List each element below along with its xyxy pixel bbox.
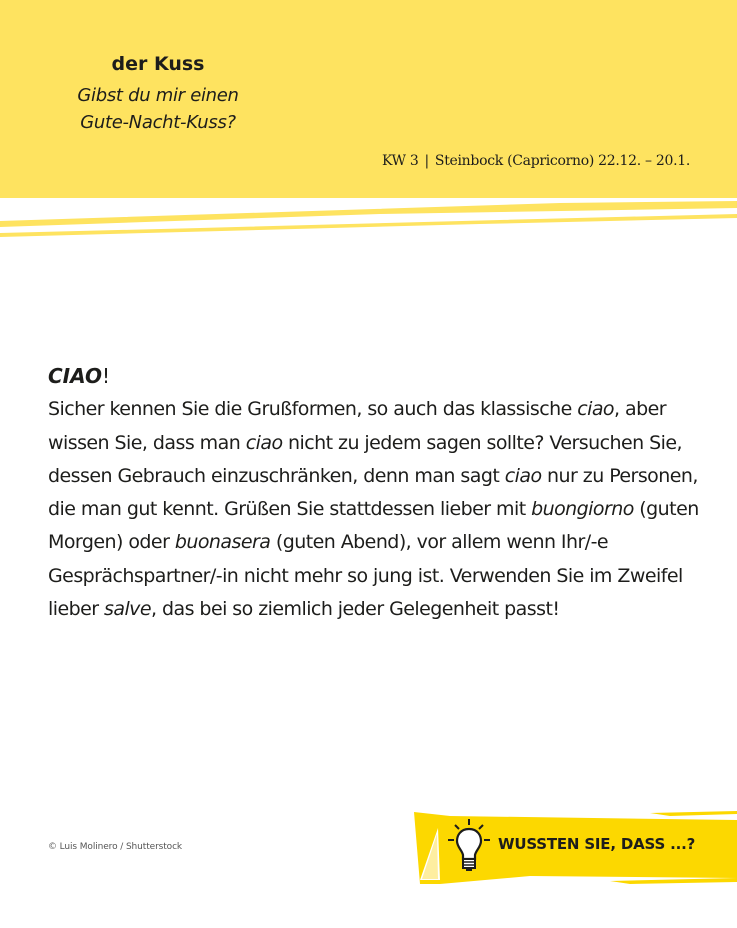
title-suffix: ! [101,364,111,388]
italic-term: buonasera [174,531,271,554]
italic-term: ciao [577,398,615,421]
italic-term: ciao [504,464,542,487]
vocabulary-word: der Kuss [111,53,205,75]
week-zodiac-info [382,153,690,169]
title-emphasis: CIAO [48,364,102,388]
article [48,360,708,626]
text-segment: (guten Abend), vor allem wenn Ihr/-e Gesprächspartner/-in nicht mehr so jung ist. Verwenden Sie im Zweifel lieber [48,531,683,621]
example-sentence [0,82,316,136]
example-line-1: Gibst du mir einen [77,85,239,106]
lightbulb-icon [446,818,492,874]
italic-term: ciao [245,431,283,454]
article-title [48,360,708,393]
banner-label: WUSSTEN SIE, DASS ...? [498,835,696,853]
week-number: KW 3 [381,153,419,169]
example-line-2: Gute-Nacht-Kuss? [80,112,236,133]
text-segment: Sicher kennen Sie die Grußformen, so auch das klassische [48,398,578,421]
separator: | [424,153,429,169]
article-body [48,393,708,626]
italic-term: buongiorno [531,498,634,521]
zodiac-sign: Steinbock (Capricorno) 22.12. – 20.1. [434,153,690,169]
text-segment: (guten Morgen) oder [48,498,699,554]
text-segment: , aber wissen Sie, dass man [48,398,666,454]
text-segment: , das bei so ziemlich jeder Gelegenheit passt! [151,598,560,621]
text-segment: nur zu Personen, die man gut kennt. Grüßen Sie stattdessen lieber mit [48,464,698,521]
text-segment: nicht zu jedem sagen sollte? Versuchen Sie, dessen Gebrauch einzuschränken, denn man sagt [48,431,683,487]
decorative-stripes [0,190,737,240]
italic-term: salve [104,598,152,621]
photo-credit: © Luis Molinero / Shutterstock [48,842,183,852]
